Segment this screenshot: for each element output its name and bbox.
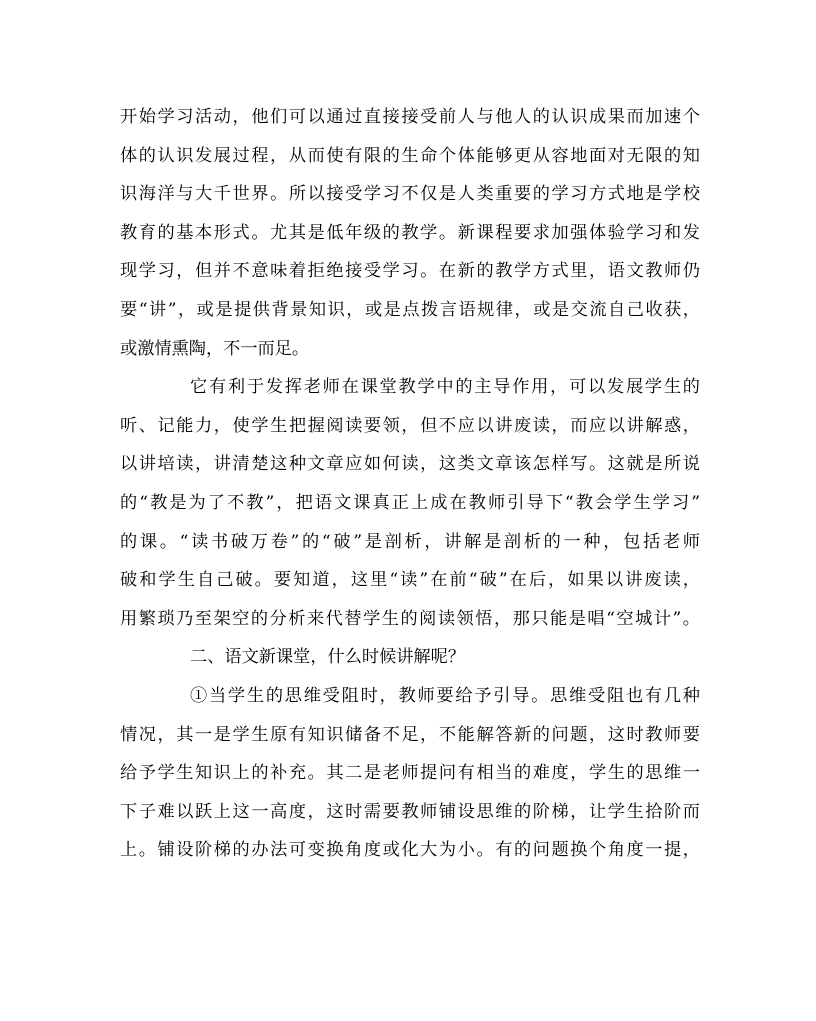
text-line-14: 用繁琐乃至架空的分析来代替学生的阅读领悟，那只能是唱“空城计”。 [120, 608, 700, 629]
section-heading: 二、语文新课堂，什么时候讲解呢？ [190, 647, 466, 668]
text-line-1: 开始学习活动，他们可以通过直接接受前人与他人的认识成果而加速个 [120, 107, 700, 127]
text-line-3: 识海洋与大千世界。所以接受学习不仅是人类重要的学习方式地是学校 [120, 184, 700, 205]
text-line-5: 现学习，但并不意味着拒绝接受学习。在新的教学方式里，语文教师仍 [120, 261, 700, 282]
body-text [120, 98, 700, 870]
text-line-18: 给予学生知识上的补充。其二是老师提问有相当的难度，学生的思维一 [120, 763, 700, 784]
text-line-20: 上。铺设阶梯的办法可变换角度或化大为小。有的问题换个角度一提， [120, 840, 700, 861]
text-line-4: 教育的基本形式。尤其是低年级的教学。新课程要求加强体验学习和发 [120, 222, 700, 243]
text-line-8: 它有利于发挥老师在课堂教学中的主导作用，可以发展学生的 [190, 377, 700, 398]
text-line-9: 听、记能力，使学生把握阅读要领，但不应以讲废读，而应以讲解惑， [120, 415, 700, 436]
text-line-7: 或激情熏陶，不一而足。 [120, 338, 310, 359]
text-line-10: 以讲培读，讲清楚这种文章应如何读，这类文章该怎样写。这就是所说 [120, 454, 700, 475]
text-line-6: 要“讲”，或是提供背景知识，或是点拨言语规律，或是交流自己收获， [120, 299, 700, 320]
text-line-17: 情况，其一是学生原有知识储备不足，不能解答新的问题，这时教师要 [120, 724, 700, 745]
text-line-11: 的“教是为了不教”，把语文课真正上成在教师引导下“教会学生学习” [120, 492, 700, 513]
text-line-2: 体的认识发展过程，从而使有限的生命个体能够更从容地面对无限的知 [120, 145, 700, 166]
text-line-12: 的课。“读书破万卷”的“破”是剖析，讲解是剖析的一种，包括老师 [120, 531, 700, 552]
text-line-13: 破和学生自己破。要知道，这里“读”在前“破”在后，如果以讲废读， [120, 570, 700, 591]
text-line-16: ①当学生的思维受阻时，教师要给予引导。思维受阻也有几种 [190, 685, 700, 706]
text-line-19: 下子难以跃上这一高度，这时需要教师铺设思维的阶梯，让学生拾阶而 [120, 801, 700, 822]
